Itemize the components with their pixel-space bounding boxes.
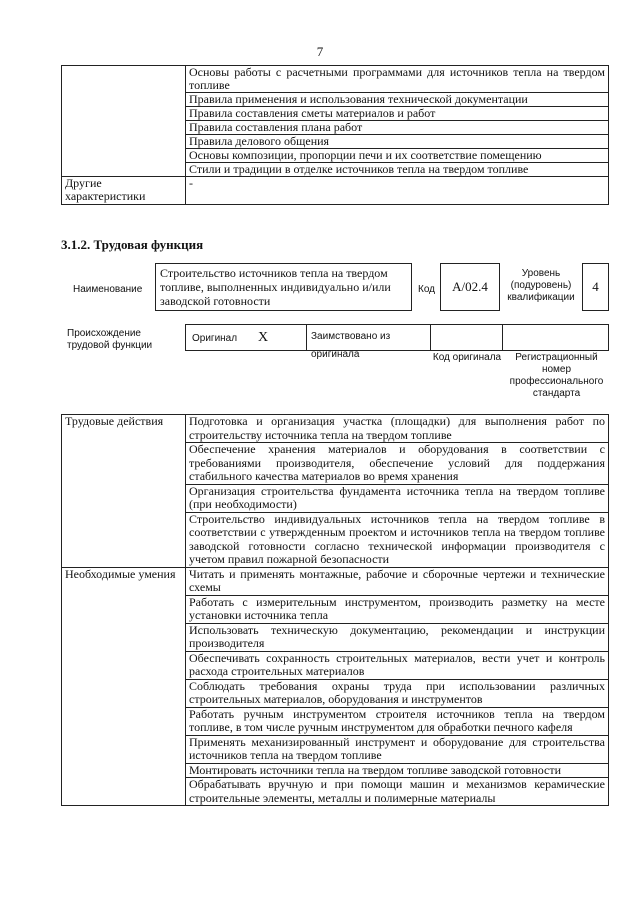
- function-name: Строительство источников тепла на твердом топливе, выполненных индивидуально и/или заводской готовности: [155, 263, 412, 311]
- knowledge-item: Правила применения и использования технической документации: [186, 93, 609, 107]
- skill-item: Работать ручным инструментом строителя источников тепла на твердом топливе, в том числе ручным инструментом для обработки печного кафеля: [186, 707, 609, 735]
- skill-item: Обеспечивать сохранность строительных материалов, вести учет и контроль расхода строительных материалов: [186, 651, 609, 679]
- skill-item: Монтировать источники тепла на твердом топливе заводской готовности: [186, 763, 609, 778]
- original-mark: X: [258, 330, 269, 345]
- skill-item: Работать с измерительным инструментом, производить разметку на месте установки источника тепла: [186, 595, 609, 623]
- reg-caption: Регистрационный номер профессионального стандарта: [509, 352, 604, 399]
- skill-item: Использовать техническую документацию, рекомендации и инструкции производителя: [186, 623, 609, 651]
- reg-number-box: [502, 324, 609, 351]
- action-item: Обеспечение хранения материалов и оборудования в соответствии с требованиями производителя, обеспечение условий для поддержания стабильного качества материалов во время хранения: [186, 443, 609, 485]
- function-details-table: [61, 414, 609, 806]
- original-label: Оригинал: [192, 333, 238, 344]
- knowledge-table: [61, 65, 609, 205]
- knowledge-item: Правила делового общения: [186, 135, 609, 149]
- skill-item: Обрабатывать вручную и при помощи машин и механизмов керамические строительные элементы, металлы и полимерные материалы: [186, 778, 609, 806]
- skill-item: Читать и применять монтажные, рабочие и сборочные чертежи и технические схемы: [186, 567, 609, 595]
- level-label: Уровень (подуровень) квалификации: [507, 268, 575, 303]
- code-label: Код: [418, 284, 436, 295]
- skill-item: Соблюдать требования охраны труда при использовании различных строительных материалов, оборудования и инструментов: [186, 679, 609, 707]
- knowledge-item: Основы композиции, пропорции печи и их соответствие помещению: [186, 149, 609, 163]
- other-characteristics-label: Другие характеристики: [62, 177, 186, 205]
- page-number: 7: [316, 44, 324, 59]
- actions-label: Трудовые действия: [62, 415, 186, 568]
- borrowed-box: [306, 324, 431, 360]
- other-characteristics-value: -: [186, 177, 609, 205]
- origin-label: Происхождение трудовой функции: [67, 328, 153, 351]
- qualification-level: 4: [582, 263, 609, 311]
- knowledge-item: Основы работы с расчетными программами для источников тепла на твердом топливе: [186, 66, 609, 93]
- skill-item: Применять механизированный инструмент и оборудование для строительства источников тепла на твердом топливе: [186, 735, 609, 763]
- original-code-box: [430, 324, 503, 351]
- borrowed-label: Заимствовано из оригинала: [311, 331, 391, 360]
- origin-original-box: [185, 324, 307, 351]
- action-item: Строительство индивидуальных источников тепла на твердом топливе в соответствии с утвержденным проектом и источников тепла на твердом топливе заводской готовности согласно технической информации производителя с учетом правил пожарной безопасности: [186, 512, 609, 567]
- section-heading: 3.1.2. Трудовая функция: [61, 237, 204, 252]
- knowledge-item: Правила составления сметы материалов и работ: [186, 107, 609, 121]
- function-code: А/02.4: [440, 263, 500, 311]
- knowledge-label-cell: [62, 66, 186, 177]
- name-label: Наименование: [73, 284, 143, 295]
- code-caption: Код оригинала: [432, 352, 502, 363]
- knowledge-item: Правила составления плана работ: [186, 121, 609, 135]
- action-item: Подготовка и организация участка (площадки) для выполнения работ по строительству источника тепла на твердом топливе: [186, 415, 609, 443]
- skills-label: Необходимые умения: [62, 567, 186, 806]
- action-item: Организация строительства фундамента источника тепла на твердом топливе (при необходимости): [186, 484, 609, 512]
- knowledge-item: Стили и традиции в отделке источников тепла на твердом топливе: [186, 163, 609, 177]
